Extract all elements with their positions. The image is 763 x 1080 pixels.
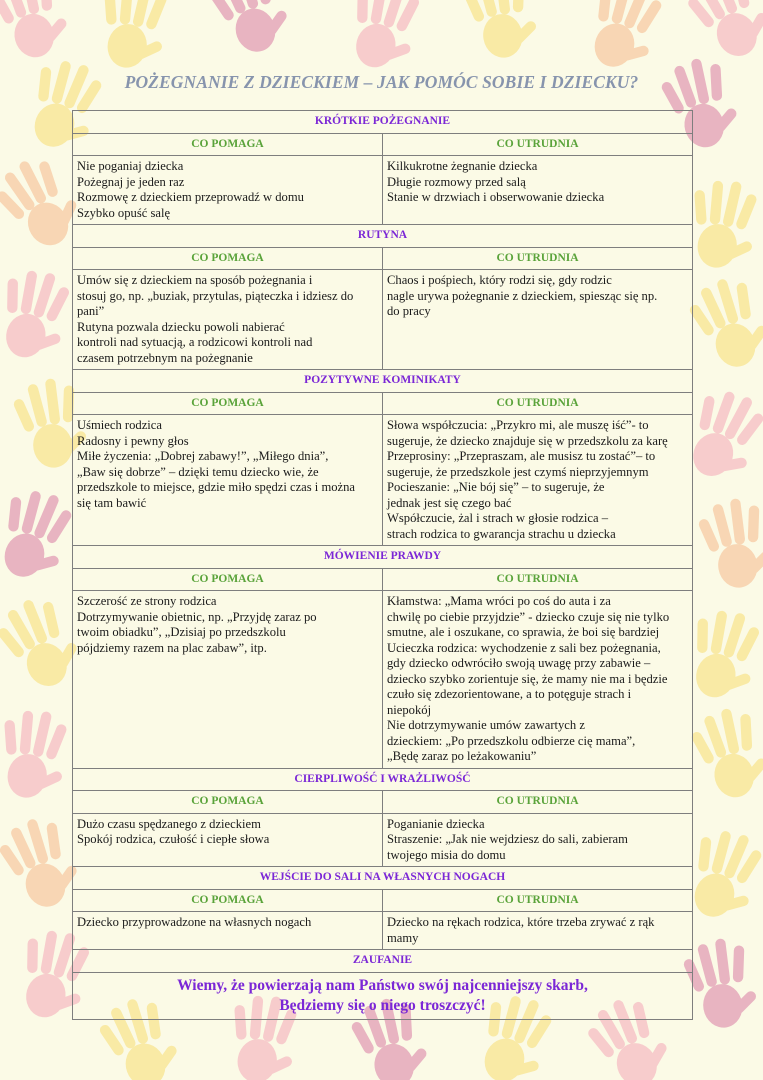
section-row — [73, 950, 693, 973]
helps-line: Pożegnaj je jeden raz — [77, 174, 185, 189]
content-row — [73, 270, 693, 370]
helps-header: CO POMAGA — [73, 568, 383, 591]
tips-table — [72, 110, 693, 1020]
helps-header: CO POMAGA — [73, 247, 383, 270]
hinders-line: gdy dziecko odwróciło swoją uwagę przy zabawie – — [387, 656, 651, 670]
hinders-line: Długie rozmowy przed salą — [387, 174, 526, 189]
hinders-line: chwilę po ciebie przyjdzie” - dziecko czuje się nie tylko — [387, 609, 670, 624]
hinders-header: CO UTRUDNIA — [383, 247, 693, 270]
hinders-line: „Będę zaraz po leżakowaniu” — [387, 749, 537, 763]
helps-header: CO POMAGA — [73, 133, 383, 156]
section-row — [73, 111, 693, 134]
hinders-header: CO UTRUDNIA — [383, 133, 693, 156]
hinders-line: smutne, ale i oszukane, co sprawia, że boi się bardziej — [387, 625, 660, 639]
helps-cell — [73, 270, 383, 370]
section-row — [73, 370, 693, 393]
hinders-line: sugeruje, że przedszkole jest czymś nieprzyjemnym — [387, 464, 649, 479]
helps-header: CO POMAGA — [73, 791, 383, 814]
hinders-cell — [383, 912, 693, 950]
section-row — [73, 225, 693, 248]
hinders-header: CO UTRUDNIA — [383, 568, 693, 591]
hinders-header: CO UTRUDNIA — [383, 889, 693, 912]
helps-line: Nie poganiaj dziecka — [77, 159, 184, 173]
hinders-line: dziecko szybko zorientuje się, że mamy nie ma i będzie — [387, 671, 668, 686]
helps-line: Szczerość ze strony rodzica — [77, 594, 217, 608]
page-title: POŻEGNANIE Z DZIECKIEM – JAK POMÓC SOBIE I DZIECKU? — [124, 72, 639, 92]
hinders-line: Współczucie, żal i strach w głosie rodzica – — [387, 511, 608, 525]
helps-line: stosuj go, np. „buziak, przytulas, piąteczka i idziesz do — [77, 288, 354, 303]
hinders-line: Przeprosiny: „Przepraszam, ale musisz tu zostać”– to — [387, 449, 656, 463]
hinders-line: jednak jest się czego bać — [387, 495, 512, 510]
section-title: CIERPLIWOŚĆ I WRAŻLIWOŚĆ — [73, 768, 693, 791]
section-title: RUTYNA — [73, 225, 693, 248]
helps-line: Rutyna pozwala dziecku powoli nabierać — [77, 319, 285, 334]
hinders-line: strach rodzica to gwarancja strachu u dziecka — [387, 526, 616, 541]
hinders-line: dzieckiem: „Po przedszkolu odbierze cię mama”, — [387, 733, 636, 748]
section-row — [73, 546, 693, 569]
hinders-header: CO UTRUDNIA — [383, 392, 693, 415]
section-title: POZYTYWNE KOMINIKATY — [73, 370, 693, 393]
helps-line: Dziecko przyprowadzone na własnych nogach — [77, 915, 312, 929]
hinders-line: Pocieszanie: „Nie bój się” – to sugeruje, że — [387, 480, 605, 494]
content-row — [73, 415, 693, 546]
helps-line: Dużo czasu spędzanego z dzieckiem — [77, 816, 261, 831]
content-row — [73, 912, 693, 950]
section-title: KRÓTKIE POŻEGNANIE — [73, 111, 693, 134]
closing-message — [73, 972, 693, 1019]
content-row — [73, 813, 693, 867]
hinders-line: Chaos i pośpiech, który rodzi się, gdy rodzic — [387, 273, 612, 287]
hinders-line: Dziecko na rękach rodzica, które trzeba zrywać z rąk — [387, 915, 655, 929]
helps-header: CO POMAGA — [73, 889, 383, 912]
hinders-line: Kilkukrotne żegnanie dziecka — [387, 159, 538, 173]
column-header-row — [73, 889, 693, 912]
helps-cell — [73, 912, 383, 950]
closing-line: Wiemy, że powierzają nam Państwo swój najcenniejszy skarb, — [177, 976, 588, 994]
helps-cell — [73, 591, 383, 769]
section-title: WEJŚCIE DO SALI NA WŁASNYCH NOGACH — [73, 867, 693, 890]
hinders-line: Ucieczka rodzica: wychodzenie z sali bez pożegnania, — [387, 640, 661, 655]
helps-line: Dotrzymywanie obietnic, np. „Przyjdę zaraz po — [77, 609, 317, 624]
helps-line: Szybko opuść salę — [77, 205, 171, 220]
closing-row — [73, 972, 693, 1019]
helps-line: Umów się z dzieckiem na sposób pożegnania i — [77, 273, 313, 287]
hinders-line: sugeruje, że dziecko znajduje się w przedszkolu za karę — [387, 433, 668, 448]
helps-line: Spokój rodzica, czułość i ciepłe słowa — [77, 832, 270, 846]
section-title: ZAUFANIE — [73, 950, 693, 973]
hinders-line: niepokój — [387, 702, 432, 717]
section-row — [73, 768, 693, 791]
helps-line: pani” — [77, 304, 105, 318]
column-header-row — [73, 247, 693, 270]
helps-cell — [73, 813, 383, 867]
hinders-line: nagle urywa pożegnanie z dzieckiem, spiesząc się np. — [387, 288, 658, 303]
helps-cell — [73, 415, 383, 546]
content-row — [73, 591, 693, 769]
section-title: MÓWIENIE PRAWDY — [73, 546, 693, 569]
helps-line: kontroli nad sytuacją, a rodzicowi kontroli nad — [77, 335, 313, 349]
hinders-line: Stanie w drzwiach i obserwowanie dziecka — [387, 190, 605, 204]
hinders-line: Straszenie: „Jak nie wejdziesz do sali, zabieram — [387, 832, 628, 846]
section-row — [73, 867, 693, 890]
helps-cell — [73, 156, 383, 225]
hinders-line: Kłamstwa: „Mama wróci po coś do auta i za — [387, 594, 611, 608]
column-header-row — [73, 392, 693, 415]
helps-line: się tam bawić — [77, 495, 147, 510]
hinders-line: mamy — [387, 930, 419, 945]
helps-line: Rozmowę z dzieckiem przeprowadź w domu — [77, 190, 304, 204]
column-header-row — [73, 568, 693, 591]
helps-line: czasem potrzebnym na pożegnanie — [77, 350, 253, 365]
hinders-line: czuło się zdezorientowane, a to potęguje strach i — [387, 687, 632, 701]
hinders-line: do pracy — [387, 304, 431, 318]
hinders-cell — [383, 591, 693, 769]
hinders-cell — [383, 415, 693, 546]
column-header-row — [73, 791, 693, 814]
helps-line: „Baw się dobrze” – dzięki temu dziecko wie, że — [77, 464, 319, 479]
helps-line: przedszkole to miejsce, gdzie miło spędzi czas i można — [77, 480, 356, 494]
hinders-cell — [383, 270, 693, 370]
hinders-header: CO UTRUDNIA — [383, 791, 693, 814]
helps-line: twoim obiadku”, „Dzisiaj po przedszkolu — [77, 625, 286, 639]
hinders-line: Nie dotrzymywanie umów zawartych z — [387, 718, 585, 732]
hinders-line: Poganianie dziecka — [387, 816, 485, 831]
hinders-cell — [383, 813, 693, 867]
helps-line: pójdziemy razem na plac zabaw”, itp. — [77, 640, 267, 655]
helps-line: Radosny i pewny głos — [77, 433, 189, 448]
helps-line: Miłe życzenia: „Dobrej zabawy!”, „Miłego dnia”, — [77, 449, 329, 463]
column-header-row — [73, 133, 693, 156]
content-row — [73, 156, 693, 225]
helps-line: Uśmiech rodzica — [77, 418, 162, 432]
hinders-cell — [383, 156, 693, 225]
hinders-line: Słowa współczucia: „Przykro mi, ale muszę iść”- to — [387, 418, 649, 432]
hinders-line: twojego misia do domu — [387, 847, 506, 862]
helps-header: CO POMAGA — [73, 392, 383, 415]
closing-line: Będziemy się o niego troszczyć! — [279, 996, 486, 1014]
